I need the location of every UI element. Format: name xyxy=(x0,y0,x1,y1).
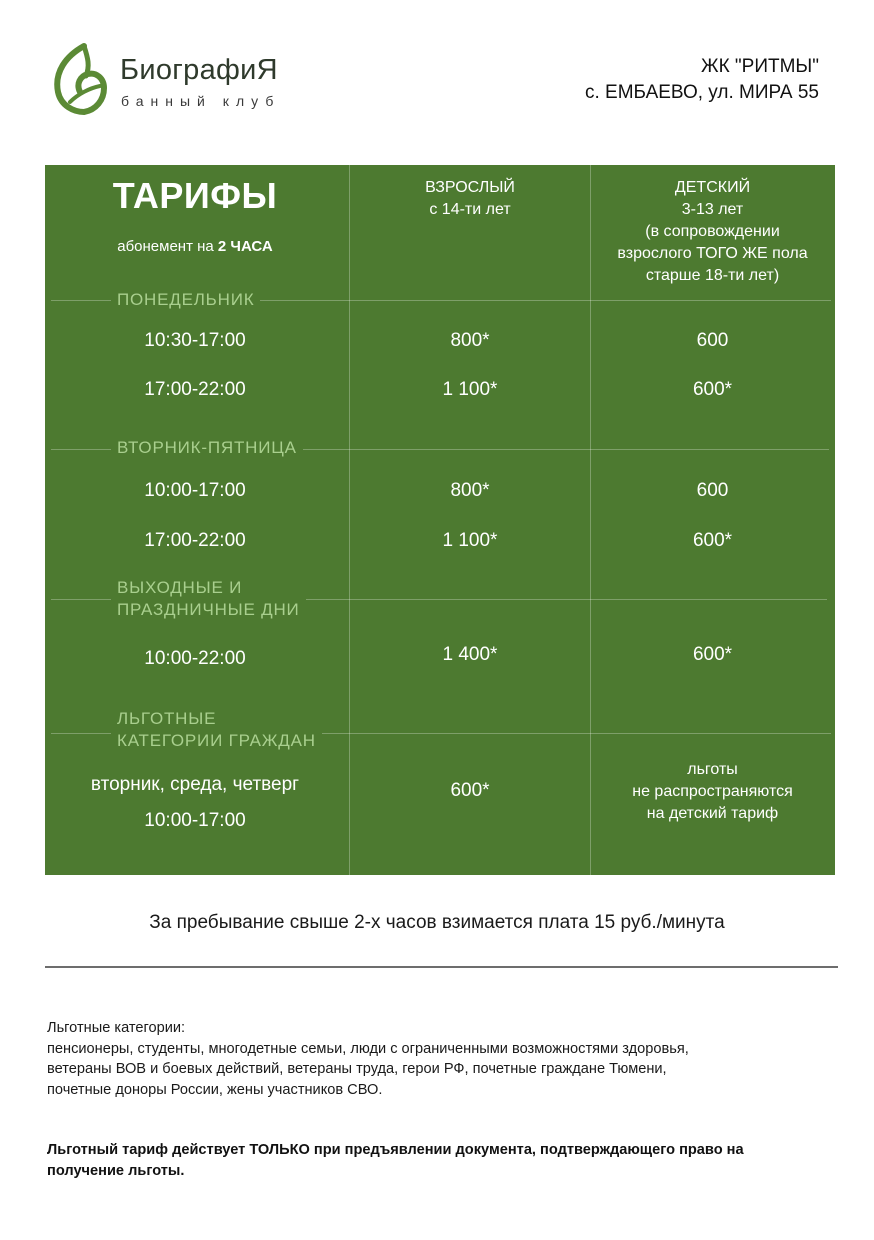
time-cell: 10:00-17:00 xyxy=(144,810,246,831)
address-complex: ЖК "РИТМЫ" xyxy=(701,56,819,77)
address-street: с. ЕМБАЕВО, ул. МИРА 55 xyxy=(584,82,819,103)
tariffs-title: ТАРИФЫ xyxy=(112,175,278,216)
child-price: 600 xyxy=(696,480,729,501)
child-price: 600* xyxy=(692,379,733,400)
brand-name: БиографиЯ xyxy=(120,54,278,86)
tariff-table xyxy=(45,165,835,875)
section-label-benefits: ЛЬГОТНЫЕ КАТЕГОРИИ ГРАЖДАН xyxy=(111,708,322,752)
adult-price: 1 400* xyxy=(442,644,498,665)
tariffs-subtitle: абонемент на 2 ЧАСА xyxy=(117,238,273,255)
divider xyxy=(45,966,838,968)
child-benefit-note: льготы не распространяются на детский тариф xyxy=(632,761,793,822)
adult-price: 800* xyxy=(450,330,490,351)
child-price: 600 xyxy=(696,330,729,351)
brand-subtitle: банный клуб xyxy=(121,93,281,109)
column-divider xyxy=(349,165,350,875)
time-cell: 17:00-22:00 xyxy=(144,530,246,551)
benefit-days: вторник, среда, четверг xyxy=(90,774,300,795)
time-cell: 10:00-17:00 xyxy=(144,480,246,501)
adult-price: 600* xyxy=(450,780,490,801)
benefit-categories: Льготные категории: пенсионеры, студенты, многодетные семьи, люди с ограниченными возможностями здоровья, ветераны ВОВ и боевых действий, ветераны труда, герои РФ, почетные граждане Тюмени, почетные доноры России, жены участников СВО. xyxy=(47,1020,689,1098)
time-cell: 10:30-17:00 xyxy=(144,330,246,351)
time-cell: 10:00-22:00 xyxy=(144,648,246,669)
child-price: 600* xyxy=(692,530,733,551)
child-column-header: ДЕТСКИЙ 3-13 лет (в сопровождении взрослого ТОГО ЖЕ пола старше 18-ти лет) xyxy=(617,179,808,284)
adult-column-header: ВЗРОСЛЫЙ с 14-ти лет xyxy=(425,179,515,218)
adult-price: 1 100* xyxy=(442,379,498,400)
time-cell: 17:00-22:00 xyxy=(144,379,246,400)
adult-price: 1 100* xyxy=(442,530,498,551)
extra-charge-note: За пребывание свыше 2-х часов взимается плата 15 руб./минута xyxy=(149,912,725,933)
section-label-weekend: ВЫХОДНЫЕ И ПРАЗДНИЧНЫЕ ДНИ xyxy=(111,577,306,621)
benefit-document-notice: Льготный тариф действует ТОЛЬКО при предъявлении документа, подтверждающего право на получение льготы. xyxy=(47,1142,744,1179)
adult-price: 800* xyxy=(450,480,490,501)
section-label-monday: ПОНЕДЕЛЬНИК xyxy=(111,289,260,311)
section-label-weekdays: ВТОРНИК-ПЯТНИЦА xyxy=(111,437,303,459)
leaf-logo-icon xyxy=(50,42,108,116)
child-price: 600* xyxy=(692,644,733,665)
